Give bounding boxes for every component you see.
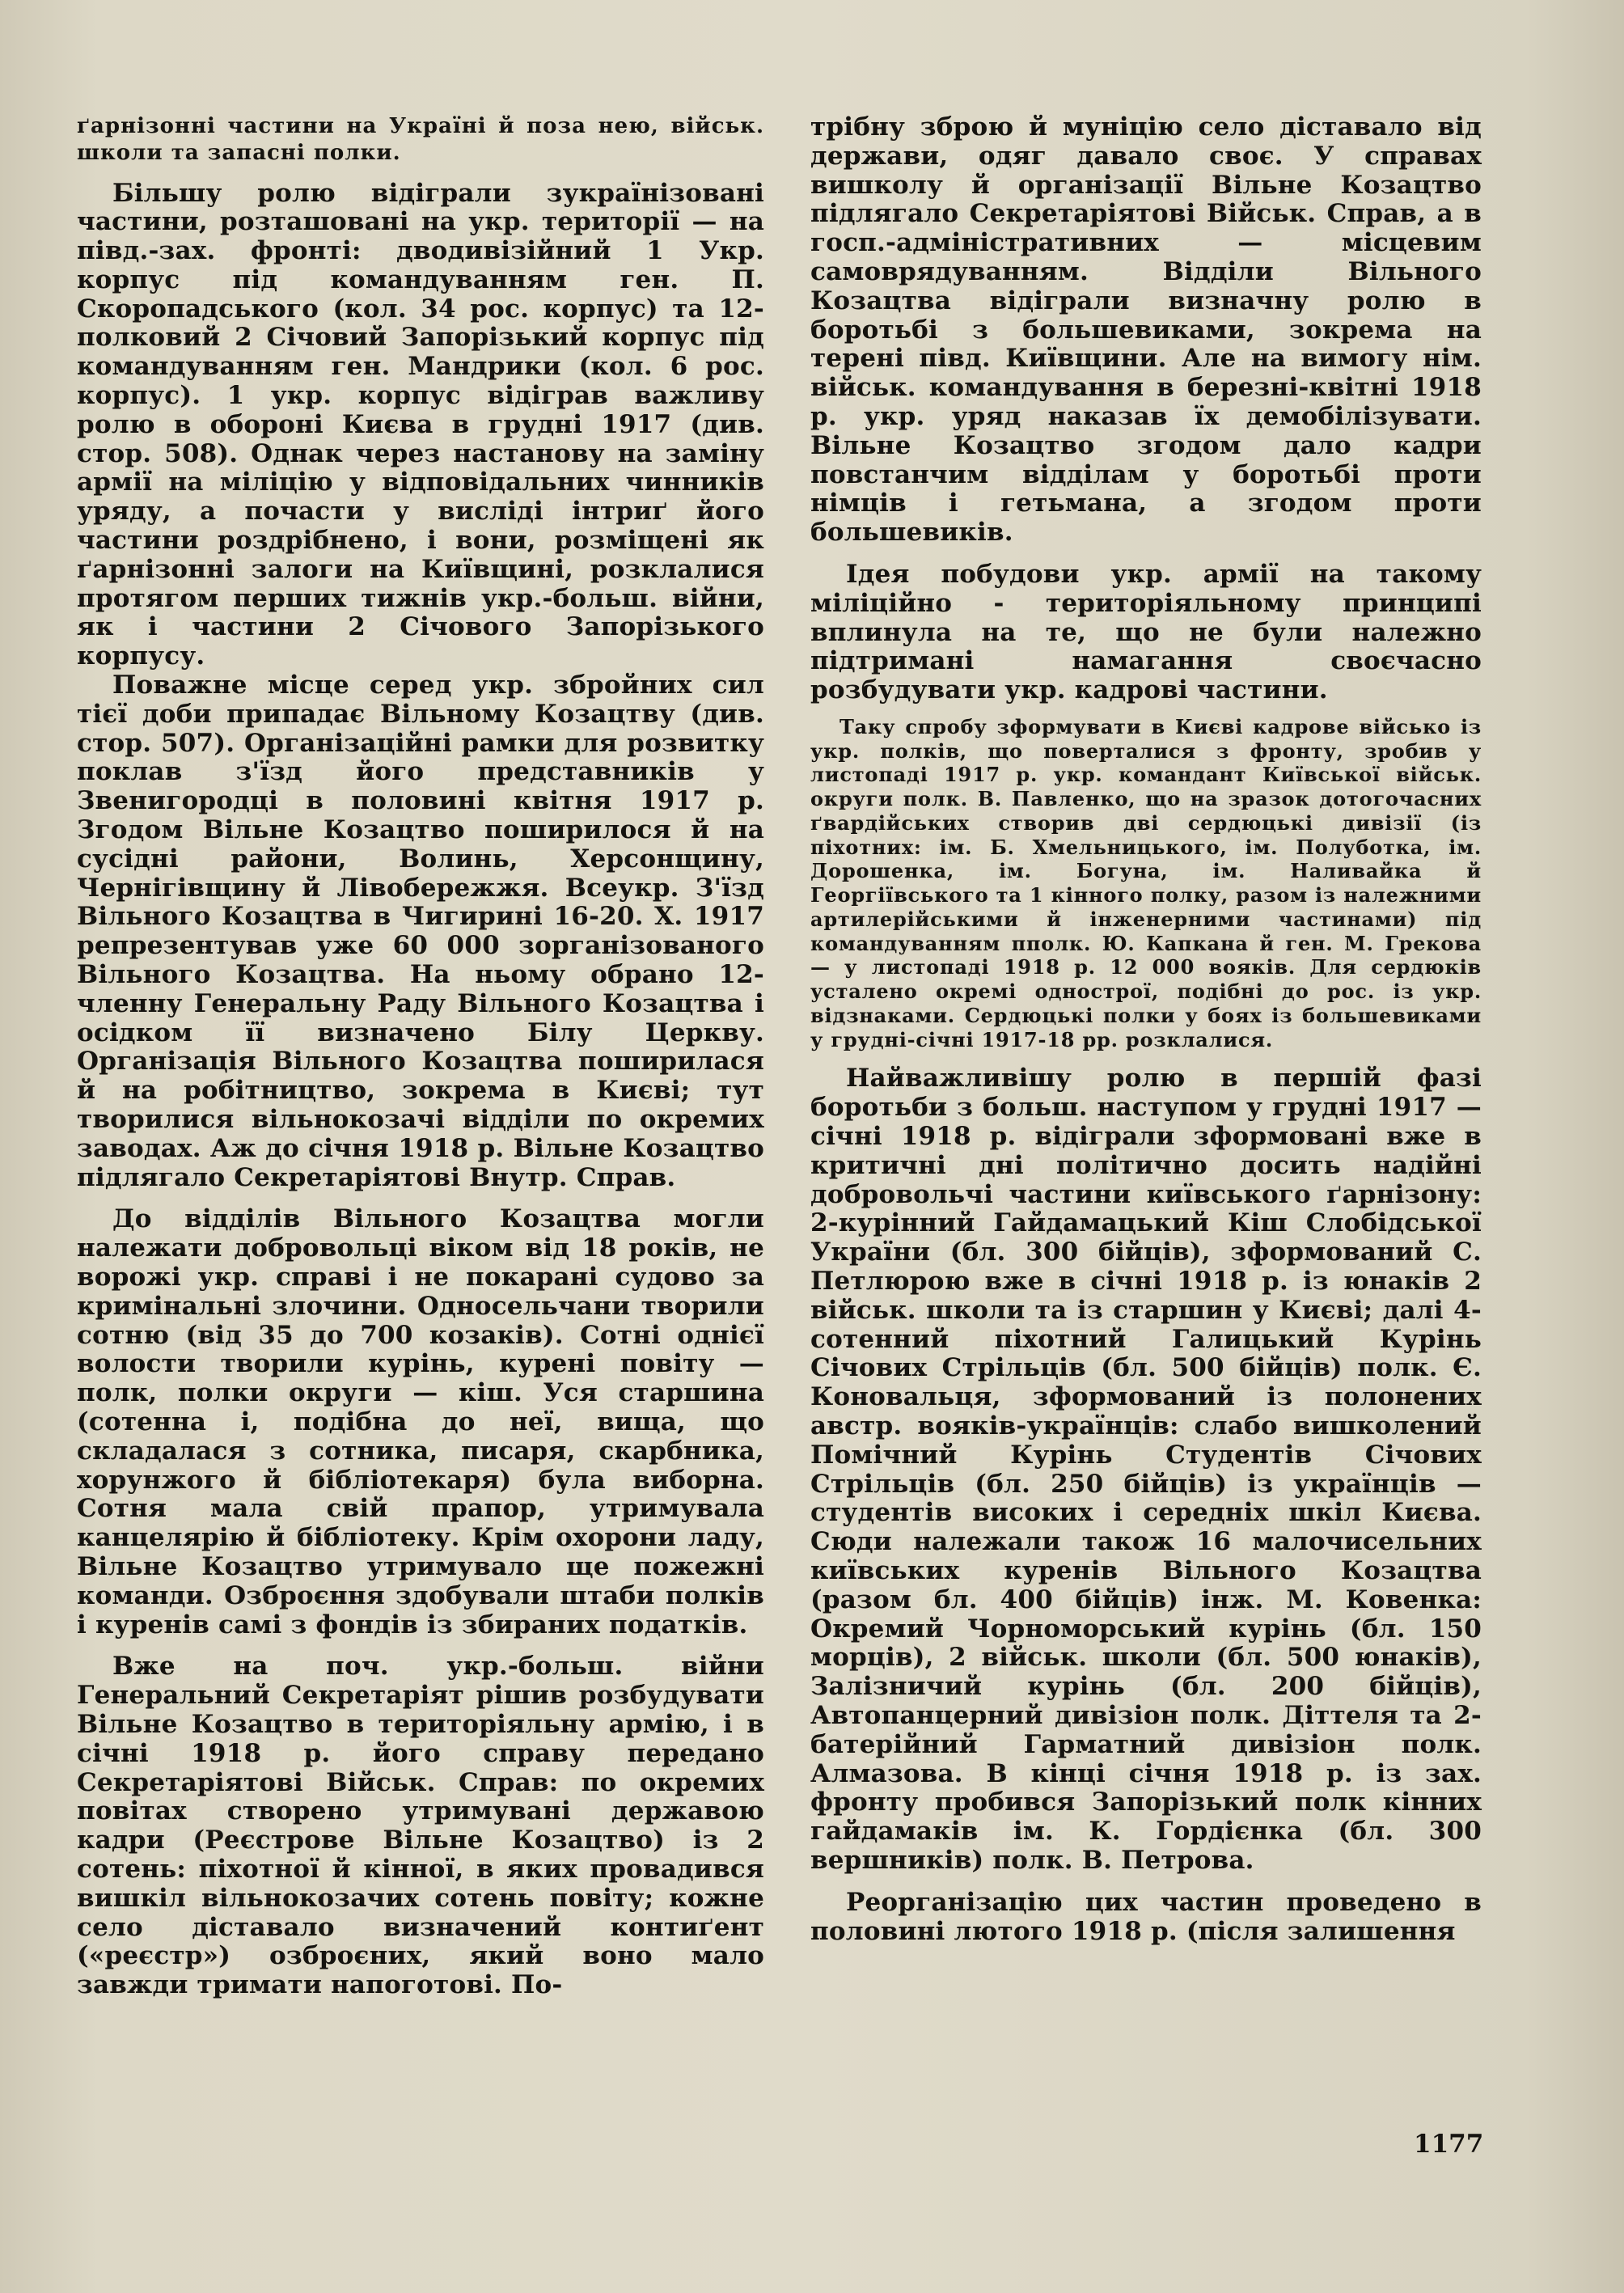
paragraph: Реорганізацію цих частин проведено в половині лютого 1918 р. (після залишення (810, 1887, 1482, 1946)
paragraph: До відділів Вільного Козацтва могли належати добровольці віком від 18 років, не ворожі укр. справі і не покарані судово за кримінальні злочини. Односельчани творили сотню (від 35 до 700 козаків). Сотні однієї волости творили курінь, курені повіту — полк, полки округи — кіш. Уся старшина (сотенна і, подібна до неї, вища, що складалася з сотника, писаря, скарбника, хорунжого й бібліотекаря) була виборна. Сотня мала свій прапор, утримувала канцелярію й бібліотеку. Крім охорони ладу, Вільне Козацтво утримувало ще пожежні команди. Озброєння здобували штаби полків і куренів самі з фондів із збираних податків. (77, 1204, 764, 1639)
paragraph: Ідея побудови укр. армії на такому міліційно - територіяльному принципі вплинула на те, що не були належно підтримані намагання своєчасно розбудувати укр. кадрові частини. (810, 559, 1482, 705)
paragraph: ґарнізонні частини на Україні й поза нею, військ. школи та запасні полки. (77, 114, 764, 165)
page-number: 1177 (1414, 2130, 1484, 2159)
paragraph: Поважне місце серед укр. збройних сил тієї доби припадає Вільному Козацтву (див. стор. 507). Організаційні рамки для розвитку поклав з'їзд його представників у Звенигородці в половині квітня 1917 р. Згодом Вільне Козацтво поширилося й на сусідні райони, Волинь, Херсонщину, Чернігівщину й Лівобережжя. Всеукр. З'їзд Вільного Козацтва в Чигирині 16-20. X. 1917 репрезентував уже 60 000 зорганізованого Вільного Козацтва. На ньому обрано 12-членну Генеральну Раду Вільного Козацтва і осідком її визначено Білу Церкву. Організація Вільного Козацтва поширилася й на робітництво, зокрема в Києві; тут творилися вільнокозачі відділи по окремих заводах. Аж до січня 1918 р. Вільне Козацтво підлягало Секретаріятові Внутр. Справ. (77, 671, 764, 1192)
left-column (77, 113, 764, 2000)
paragraph: Вже на поч. укр.-больш. війни Генеральний Секретаріят рішив розбудувати Вільне Козацтво в територіяльну армію, і в січні 1918 р. його справу передано Секретаріятові Військ. Справ: по окремих повітах створено утримувані державою кадри (Реєстрове Вільне Козацтво) із 2 сотень: піхотної й кінної, в яких провадився вишкіл вільнокозачих сотень повіту; кожне село діставало визначений контиґент («реєстр») озброєних, який воно мало завжди тримати напоготові. По- (77, 1652, 764, 2000)
small-print-paragraph: Таку спробу зформувати в Києві кадрове військо із укр. полків, що поверталися з фронту, зробив у листопаді 1917 р. укр. командант Київської військ. округи полк. В. Павленко, що на зразок дотогочасних ґвардійських створив дві сердюцькі дивізії (із піхотних: ім. Б. Хмельницького, ім. Полуботка, ім. Дорошенка, ім. Богуна, ім. Наливайка й Георгіївського та 1 кінного полку, разом із належними артилерійськими й інженерними частинами) під командуванням пполк. Ю. Капкана й ген. М. Грекова — у листопаді 1918 р. 12 000 вояків. Для сердюків усталено окремі однострої, подібні до рос. із укр. відзнаками. Сердюцькі полки у боях із большевиками у грудні-січні 1917-18 рр. розклалися. (810, 714, 1482, 1051)
paragraph: трібну зброю й муніцію село діставало від держави, одяг давало своє. У справах вишколу й організації Вільне Козацтво підлягало Секретаріятові Військ. Справ, а в госп.-адміністративних — місцевим самоврядуванням. Відділи Вільного Козацтва відіграли визначну ролю в боротьбі з большевиками, зокрема на терені півд. Київщини. Але на вимогу нім. військ. командування в березні-квітні 1918 р. укр. уряд наказав їх демобілізувати. Вільне Козацтво згодом дало кадри повстанчим відділам у боротьбі проти німців і гетьмана, а згодом проти большевиків. (810, 112, 1482, 548)
paragraph: Більшу ролю відіграли зукраїнізовані частини, розташовані на укр. території — на півд.-зах. фронті: дводивізійний 1 Укр. корпус під командуванням ген. П. Скоропадського (кол. 34 рос. корпус) та 12-полковий 2 Січовий Запорізький корпус під командуванням ген. Мандрики (кол. 6 рос. корпус). 1 укр. корпус відіграв важливу ролю в обороні Києва в грудні 1917 (див. стор. 508). Однак через настанову на заміну армії на міліцію у відповідальних чинників уряду, а почасти у висліді інтриґ його частини роздрібнено, і вони, розміщені як ґарнізонні залоги на Київщині, розклалися протягом перших тижнів укр.-больш. війни, як і частини 2 Січового Запорізького корпусу. (77, 178, 764, 671)
paragraph: Найважливішу ролю в першій фазі боротьби з больш. наступом у грудні 1917 — січні 1918 р. відіграли зформовані вже в критичні дні політично досить надійні добровольчі частини київського ґарнізону: 2-курінний Гайдамацький Кіш Слобідської України (бл. 300 бійців), зформований С. Петлюрою вже в січні 1918 р. із юнаків 2 військ. школи та із старшин у Києві; далі 4-сотенний піхотний Галицький Курінь Січових Стрільців (бл. 500 бійців) полк. Є. Коновальця, зформований із полонених австр. вояків-українців: слабо вишколений Помічний Курінь Студентів Січових Стрільців (бл. 250 бійців) із українців — студентів високих і середніх шкіл Києва. Сюди належали також 16 малочисельних київських куренів Вільного Козацтва (разом бл. 400 бійців) інж. М. Ковенка: Окремий Чорноморський курінь (бл. 150 морців), 2 військ. школи (бл. 500 юнаків), Залізничий курінь (бл. 200 бійців), Автопанцерний дивізіон полк. Діттеля та 2-батерійний Гарматний дивізіон полк. Алмазова. В кінці січня 1918 р. із зах. фронту пробився Запорізький полк кінних гайдамаків ім. К. Гордієнка (бл. 300 вершників) полк. В. Петрова. (810, 1064, 1482, 1875)
right-column (810, 113, 1482, 1946)
